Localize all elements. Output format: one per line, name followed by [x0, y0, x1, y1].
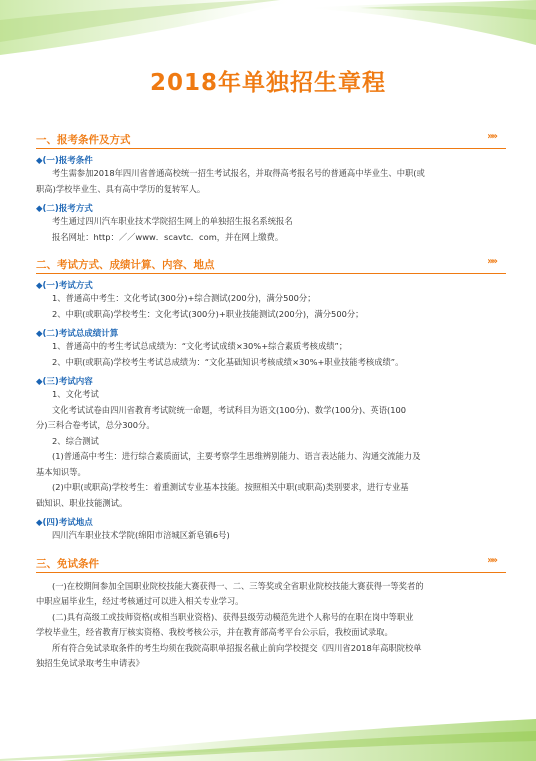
subheading: ◆(二)考试总成绩计算 — [36, 329, 119, 339]
document-body — [36, 128, 506, 672]
paragraph: 分)三科合卷考试，总分300分。 — [36, 420, 155, 430]
subheading: ◆(一)考试方式 — [36, 281, 93, 291]
paragraph: (2)中职(或职高)学校考生：着重测试专业基本技能。按照相关中职(或职高)类别要求，进行专业基 — [52, 482, 409, 492]
paragraph: 四川汽车职业技术学院(绵阳市涪城区新皂镇6号) — [52, 530, 230, 540]
paragraph: 文化考试试卷由四川省教育考试院统一命题，考试科目为语文(100分)、数学(100分)、英语(100 — [52, 404, 407, 415]
paragraph: (一)在校期间参加全国职业院校技能大赛获得一、二、三等奖或全省职业院校技能大赛获得一等奖者的 — [52, 580, 424, 591]
paragraph: 2、综合测试 — [52, 435, 99, 446]
paragraph: 1、普通高中的考生考试总成绩为：“文化考试成绩×30%+综合素质考核成绩”； — [52, 341, 348, 351]
paragraph: 1、普通高中考生：文化考试(300分)+综合测试(200分)，满分500分； — [52, 293, 316, 303]
section-heading-3 — [36, 556, 506, 573]
subheading: ◆(三)考试内容 — [36, 377, 93, 387]
paragraph: 所有符合免试录取条件的考生均须在我院高职单招报名截止前向学校提交《四川省2018年高职院校单 — [52, 642, 422, 653]
page-title: 2018年单独招生章程 — [149, 70, 386, 96]
section-title: 二、考试方式、成绩计算、内容、地点 — [36, 259, 215, 271]
arrows-icon: »» — [487, 554, 496, 566]
paragraph: (二)具有高级工或技师资格(或相当职业资格)、获得县级劳动模范先进个人称号的在职在岗中等职业 — [52, 611, 414, 622]
paragraph: 考生通过四川汽车职业技术学院招生网上的单独招生报名系统报名 — [52, 216, 293, 226]
subheading: ◆(四)考试地点 — [36, 518, 93, 528]
bottom-decoration — [0, 701, 536, 761]
paragraph: 2、中职(或职高)学校考生考试总成绩为：“文化基础知识考核成绩×30%+职业技能考核成绩”。 — [52, 356, 404, 367]
section-title: 三、免试条件 — [36, 557, 99, 570]
paragraph: 中职应届毕业生，经过考核通过可以进入相关专业学习。 — [36, 596, 244, 606]
paragraph: 基本知识等。 — [36, 466, 86, 477]
section-title: 一、报考条件及方式 — [36, 134, 131, 146]
section-heading-2 — [36, 257, 506, 274]
paragraph: 2、中职(或职高)学校考生：文化考试(300分)+职业技能测试(200分)，满分500分； — [52, 308, 364, 319]
paragraph: 学校毕业生，经省教育厅核实资格、我校考核公示，并在教育部高考平台公示后，我校面试录取。 — [36, 627, 393, 637]
subheading: ◆(一)报考条件 — [36, 156, 93, 166]
paragraph: 1、文化考试 — [52, 389, 99, 399]
paragraph: 报名网址：http：／／www．scavtc．com，并在网上缴费。 — [52, 231, 284, 242]
paragraph: (1)普通高中考生：进行综合素质面试，主要考察学生思维辨别能力、语言表达能力、沟通交流能力及 — [52, 451, 421, 461]
paragraph: 考生需参加2018年四川省普通高校统一招生考试报名，并取得高考报名号的普通高中毕业生、中职(或 — [52, 168, 425, 178]
section-heading-1 — [36, 132, 506, 149]
paragraph: 础知识、职业技能测试。 — [36, 497, 128, 508]
paragraph: 独招生免试录取考生申请表》 — [36, 658, 144, 668]
arrows-icon: »» — [487, 256, 496, 267]
paragraph: 职高)学校毕业生、具有高中学历的复转军人。 — [36, 183, 206, 194]
arrows-icon: »» — [487, 131, 496, 142]
subheading: ◆(二)报考方式 — [36, 204, 93, 214]
